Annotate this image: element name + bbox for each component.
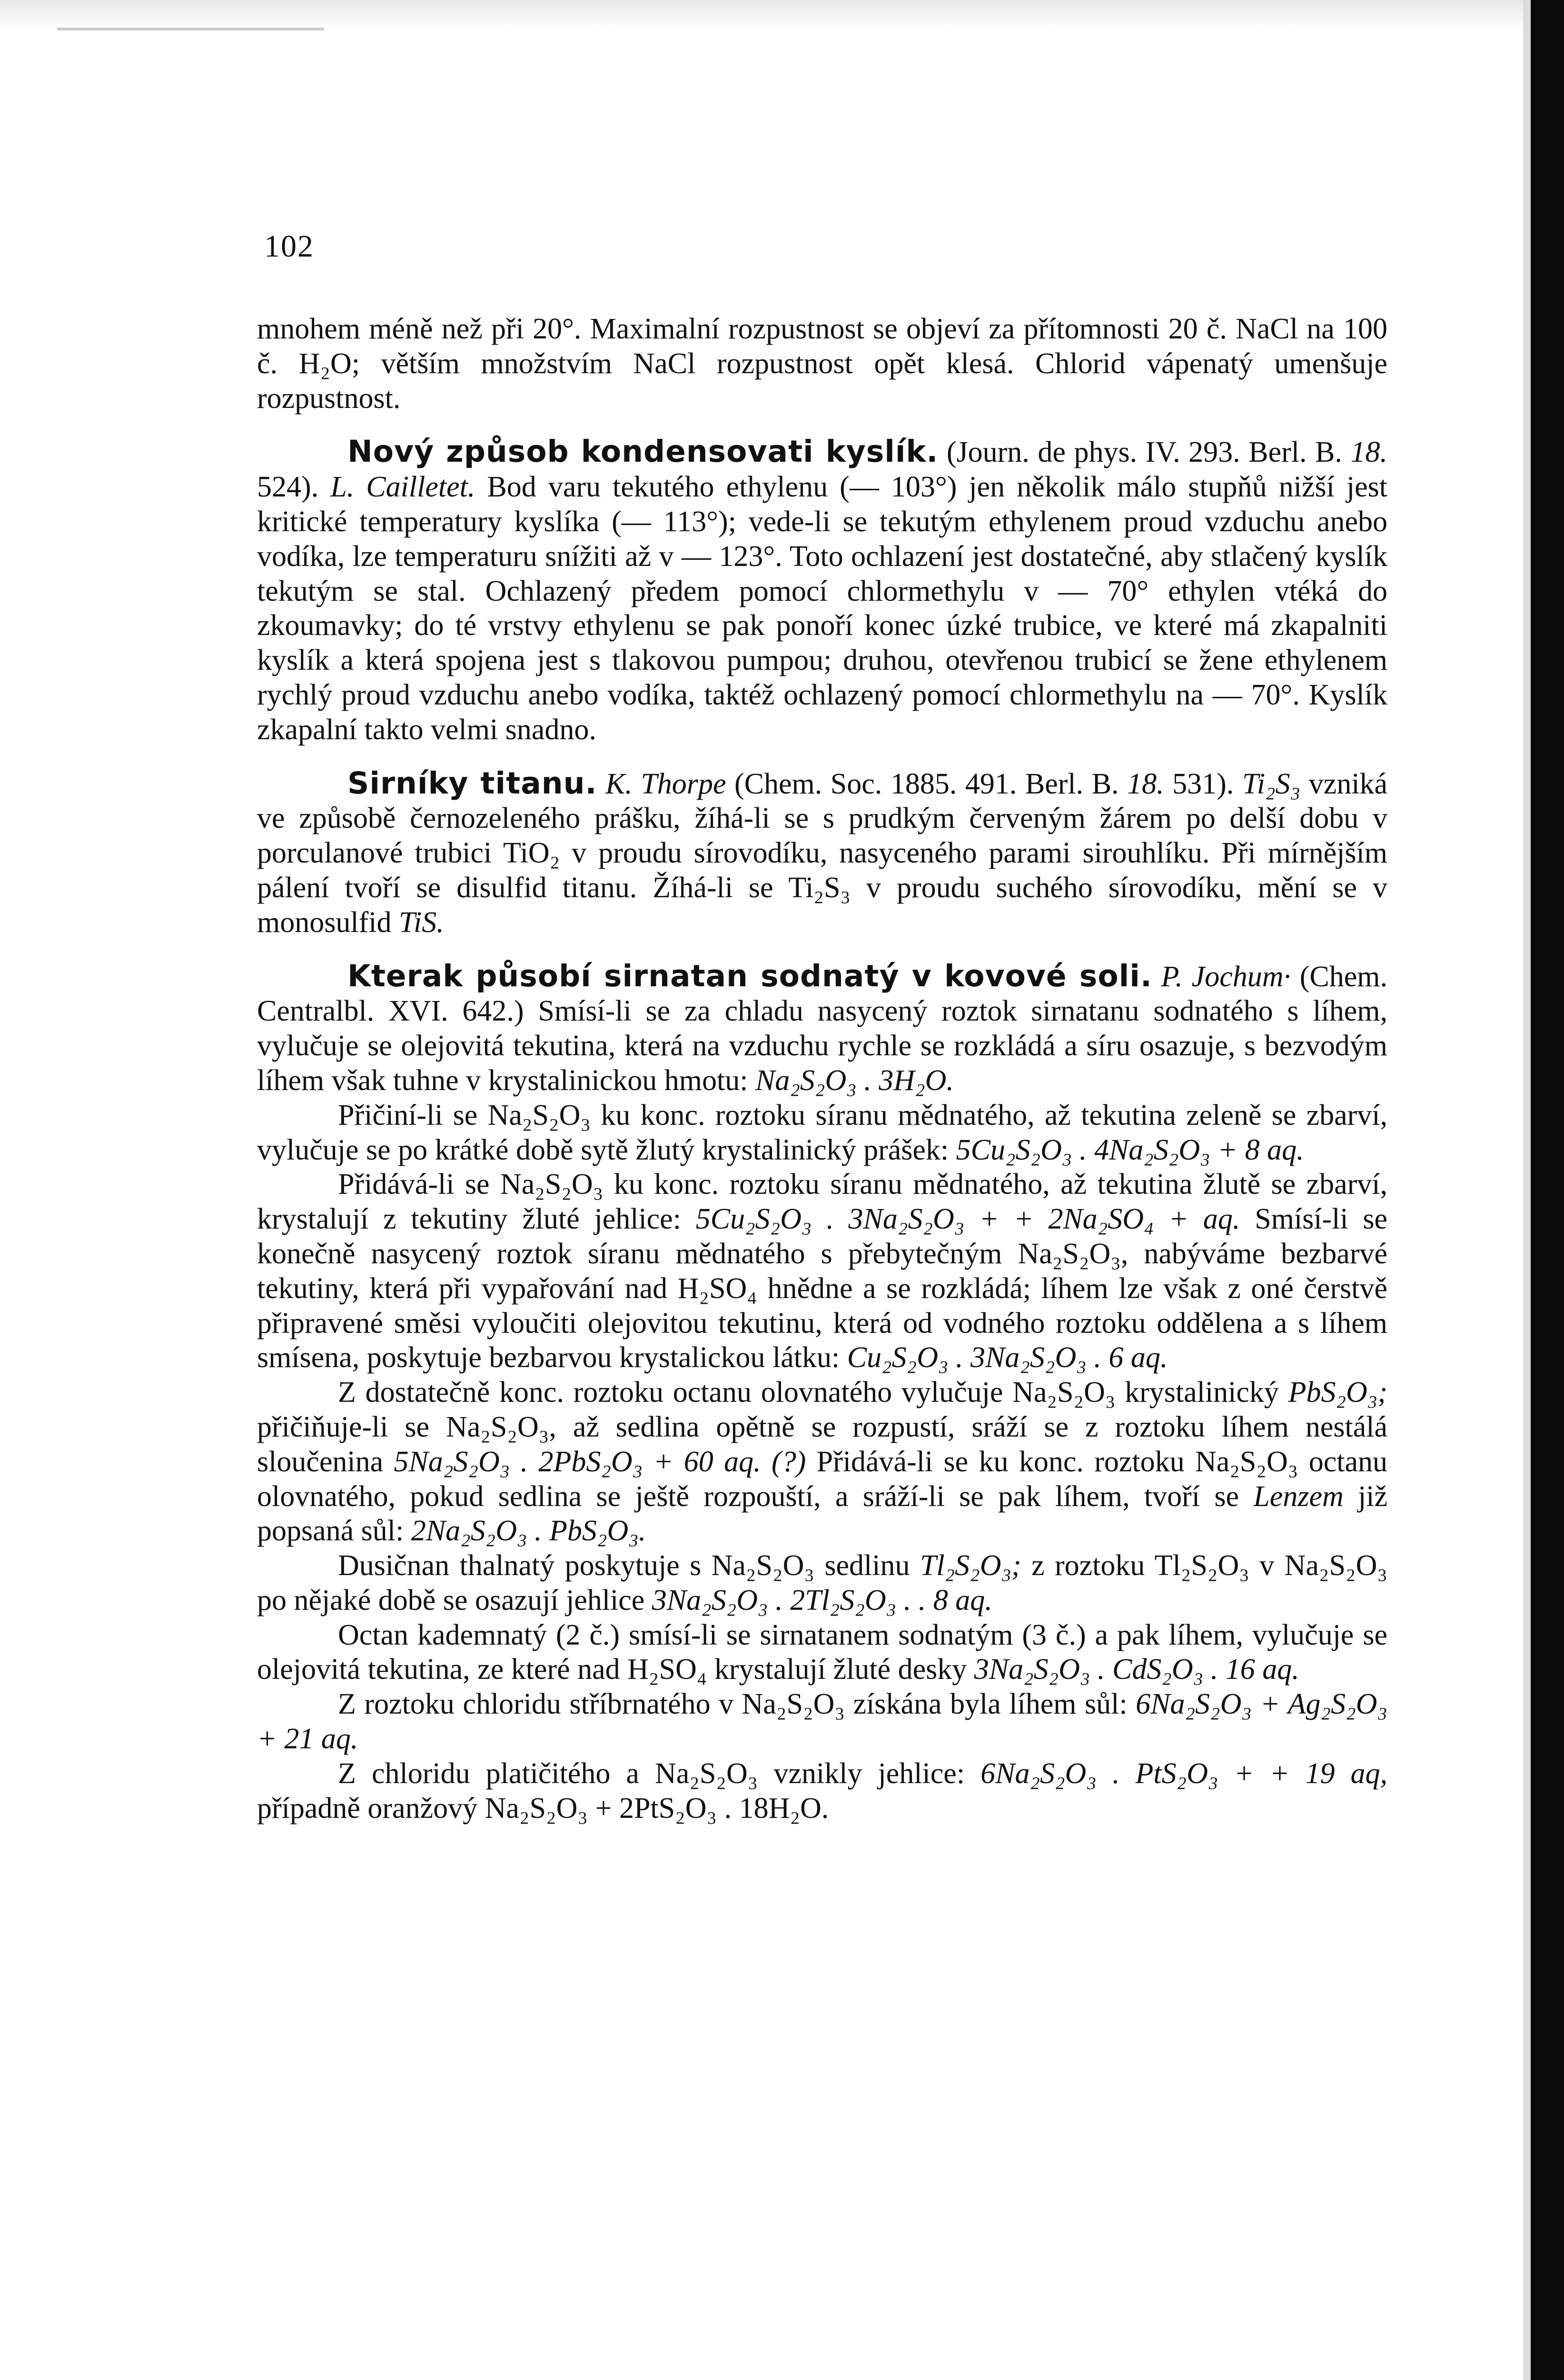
chemical-formula: Ti₂S₃ [1242, 767, 1301, 800]
chemical-formula: Tl₂S₂O₃; [920, 1549, 1021, 1582]
section-oxygen [257, 435, 1387, 747]
scan-edge-dark [1531, 0, 1564, 2380]
chemical-formula: 5Na₂S₂O₃ . 2PbS₂O₃ + 60 aq. (?) [394, 1445, 806, 1478]
paragraph-text: případně oranžový Na₂S₂O₃ + 2PtS₂O₃ . 18H₂O. [257, 1792, 829, 1825]
reference-page: 531). [1172, 767, 1234, 800]
scan-top-mark [57, 28, 324, 30]
chemical-formula: Cu₂S₂O₃ . 3Na₂S₂O₃ . 6 aq. [847, 1341, 1168, 1374]
scan-top-shadow [0, 0, 1523, 29]
chemical-formula: PbS₂O₃; [1288, 1376, 1387, 1409]
section-text: vzniká ve způsobě černozeleného prášku, žíhá-li se s prudkým červeným žárem po delší dobu v porculanové trubici TiO₂ v proudu sírovodíku, nasyceného parami sirouhlíku. Při mírnějším pálení tvoří se disulfid titanu. Žíhá-li se Ti₂S₃ v proudu suchého sírovodíku, mění se v monosulfid [257, 767, 1388, 939]
reference-volume: 18. [1350, 436, 1388, 469]
paragraph [257, 1756, 1387, 1826]
paragraph-text: Smísí-li se konečně nasycený roztok síranu mědnatého s přebytečným Na₂S₂O₃, nabýváme bezbarvé tekutiny, která při vypařování nad H₂SO₄ hnědne a se rozkládá; líhem lze však z oné čerstvě připravené směsi vyloučiti olejovitou tekutinu, která od vodného roztoku oddělena a s líhem smísena, poskytuje bezbarvou krystalickou látku: [257, 1203, 1388, 1374]
paragraph-text: Přidává-li se Na₂S₂O₃ ku konc. roztoku síranu mědnatého, až tekutina žlutě se zbarví, krystalují z tekutiny žluté jehlice: [257, 1168, 1387, 1236]
paragraph-text: Přidává-li se ku konc. roztoku Na₂S₂O₃ octanu olovnatého, pokud sedlina se ještě rozpouští, a sráží-li se pak líhem, tvoří se [257, 1445, 1388, 1513]
paragraph-text: Octan kademnatý (2 č.) smísí-li se sirnatanem sodnatým (3 č.) a pak líhem, vylučuje se olejovitá tekutina, ze které nad H₂SO₄ krystalují žluté desky [257, 1618, 1387, 1686]
paragraph-text: z roztoku Tl₂S₂O₃ v Na₂S₂O₃ po nějaké době se osazují jehlice [257, 1549, 1388, 1616]
paragraph-text: Přičiní-li se Na₂S₂O₃ ku konc. roztoku síranu mědnatého, až tekutina zeleně se zbarví, vylučuje se po krátké době sytě žlutý krystalinický prášek: [257, 1099, 1387, 1166]
section-text: Bod varu tekutého ethylenu (— 103°) jen několik málo stupňů nižší jest kritické temperatury kyslíka (— 113°); vede-li se tekutým ethylenem proud vzduchu anebo vodíka, lze temperaturu snížiti až v — 123°. Toto ochlazení jest dostatečné, aby stlačený kyslík tekutým se stal. Ochlazený předem pomocí chlormethylu v — 70° ethylen vtéká do zkoumavky; do té vrstvy ethylenu se pak ponoří konec úzké trubice, ve které má zkapalniti kyslík a která spojena jest s tlakovou pumpou; druhou, otevřenou trubicí se žene ethylenem rychlý proud vzduchu anebo vodíka, taktéž ochlazený pomocí chlormethylu na — 70°. Kyslík zkapalní takto velmi snadno. [257, 471, 1388, 746]
page-number: 102 [264, 229, 314, 264]
journal-reference: (Chem. Soc. 1885. 491. Berl. B. [734, 767, 1119, 800]
chemical-formula: TiS. [398, 906, 444, 939]
reference-volume: 18. [1127, 767, 1164, 800]
journal-reference: (Journ. de phys. IV. 293. Berl. B. [946, 436, 1342, 469]
author-name: L. Cailletet. [330, 471, 475, 504]
section-heading: Nový způsob kondensovati kyslík. [347, 434, 939, 469]
scan-edge-light [1523, 0, 1531, 2380]
author-name: K. Thorpe [605, 767, 726, 800]
section-thiosulfate [257, 959, 1387, 1098]
paragraph-text: již popsaná sůl: [257, 1480, 1388, 1547]
paragraph-text: Dusičnan thalnatý poskytuje s Na₂S₂O₃ sedlinu [338, 1549, 910, 1582]
chemical-formula: 2Na₂S₂O₃ . PbS₂O₃. [411, 1515, 646, 1547]
paragraph [257, 1618, 1387, 1687]
paragraph [257, 1548, 1387, 1618]
section-titanium [257, 766, 1387, 940]
chemical-formula: 5Cu₂S₂O₃ . 3Na₂S₂O₃ + + 2Na₂SO₄ + aq. [695, 1203, 1240, 1236]
chemical-formula: 5Cu₂S₂O₃ . 4Na₂S₂O₃ + 8 aq. [956, 1133, 1304, 1166]
author-name: Lenzem [1253, 1480, 1344, 1513]
page-body [257, 312, 1387, 1825]
paragraph [257, 1375, 1387, 1548]
intro-text: mnohem méně než při 20°. Maximalní rozpustnost se objeví za přítomnosti 20 č. NaCl na 100 č. H₂O; větším množstvím NaCl rozpustnost opět klesá. Chlorid vápenatý umenšuje rozpustnost. [257, 313, 1387, 415]
chemical-formula: 6Na₂S₂O₃ + Ag₂S₂O₃ + 21 aq. [257, 1688, 1387, 1755]
chemical-formula: 6Na₂S₂O₃ . PtS₂O₃ + + 19 aq, [980, 1757, 1388, 1790]
paragraph-text: Z dostatečně konc. roztoku octanu olovnatého vylučuje Na₂S₂O₃ krystalinický [338, 1376, 1279, 1409]
chemical-formula: 3Na₂S₂O₃ . CdS₂O₃ . 16 aq. [974, 1653, 1299, 1686]
section-heading: Sirníky titanu. [347, 765, 597, 801]
intro-paragraph [257, 312, 1387, 416]
paragraph [257, 1098, 1387, 1168]
section-text: (Chem. Centralbl. XVI. 642.) Smísí-li se za chladu nasycený roztok sirnatanu sodnatého s líhem, vylučuje se olejovitá tekutina, která na vzduchu rychle se rozkládá a síru osazuje, s bezvodým líhem však tuhne v krystalinickou hmotu: [257, 960, 1388, 1097]
paragraph [257, 1687, 1387, 1756]
paragraph-text: Z roztoku chloridu stříbrnatého v Na₂S₂O₃ získána byla líhem sůl: [338, 1688, 1128, 1721]
paragraph-text: přičiňuje-li se Na₂S₂O₃, až sedlina opětně se rozpustí, sráží se z roztoku líhem nestálá sloučenina [257, 1410, 1387, 1478]
author-name: P. Jochum· [1161, 960, 1291, 993]
chemical-formula: Na₂S₂O₃ . 3H₂O. [755, 1064, 954, 1097]
chemical-formula: 3Na₂S₂O₃ . 2Tl₂S₂O₃ . . 8 aq. [652, 1584, 992, 1616]
paragraph [257, 1167, 1387, 1375]
paragraph-text: Z chloridu platičitého a Na₂S₂O₃ vznikly jehlice: [338, 1757, 965, 1790]
section-heading: Kterak působí sirnatan sodnatý v kovové soli. [347, 958, 1152, 993]
reference-page: 524). [257, 471, 319, 504]
